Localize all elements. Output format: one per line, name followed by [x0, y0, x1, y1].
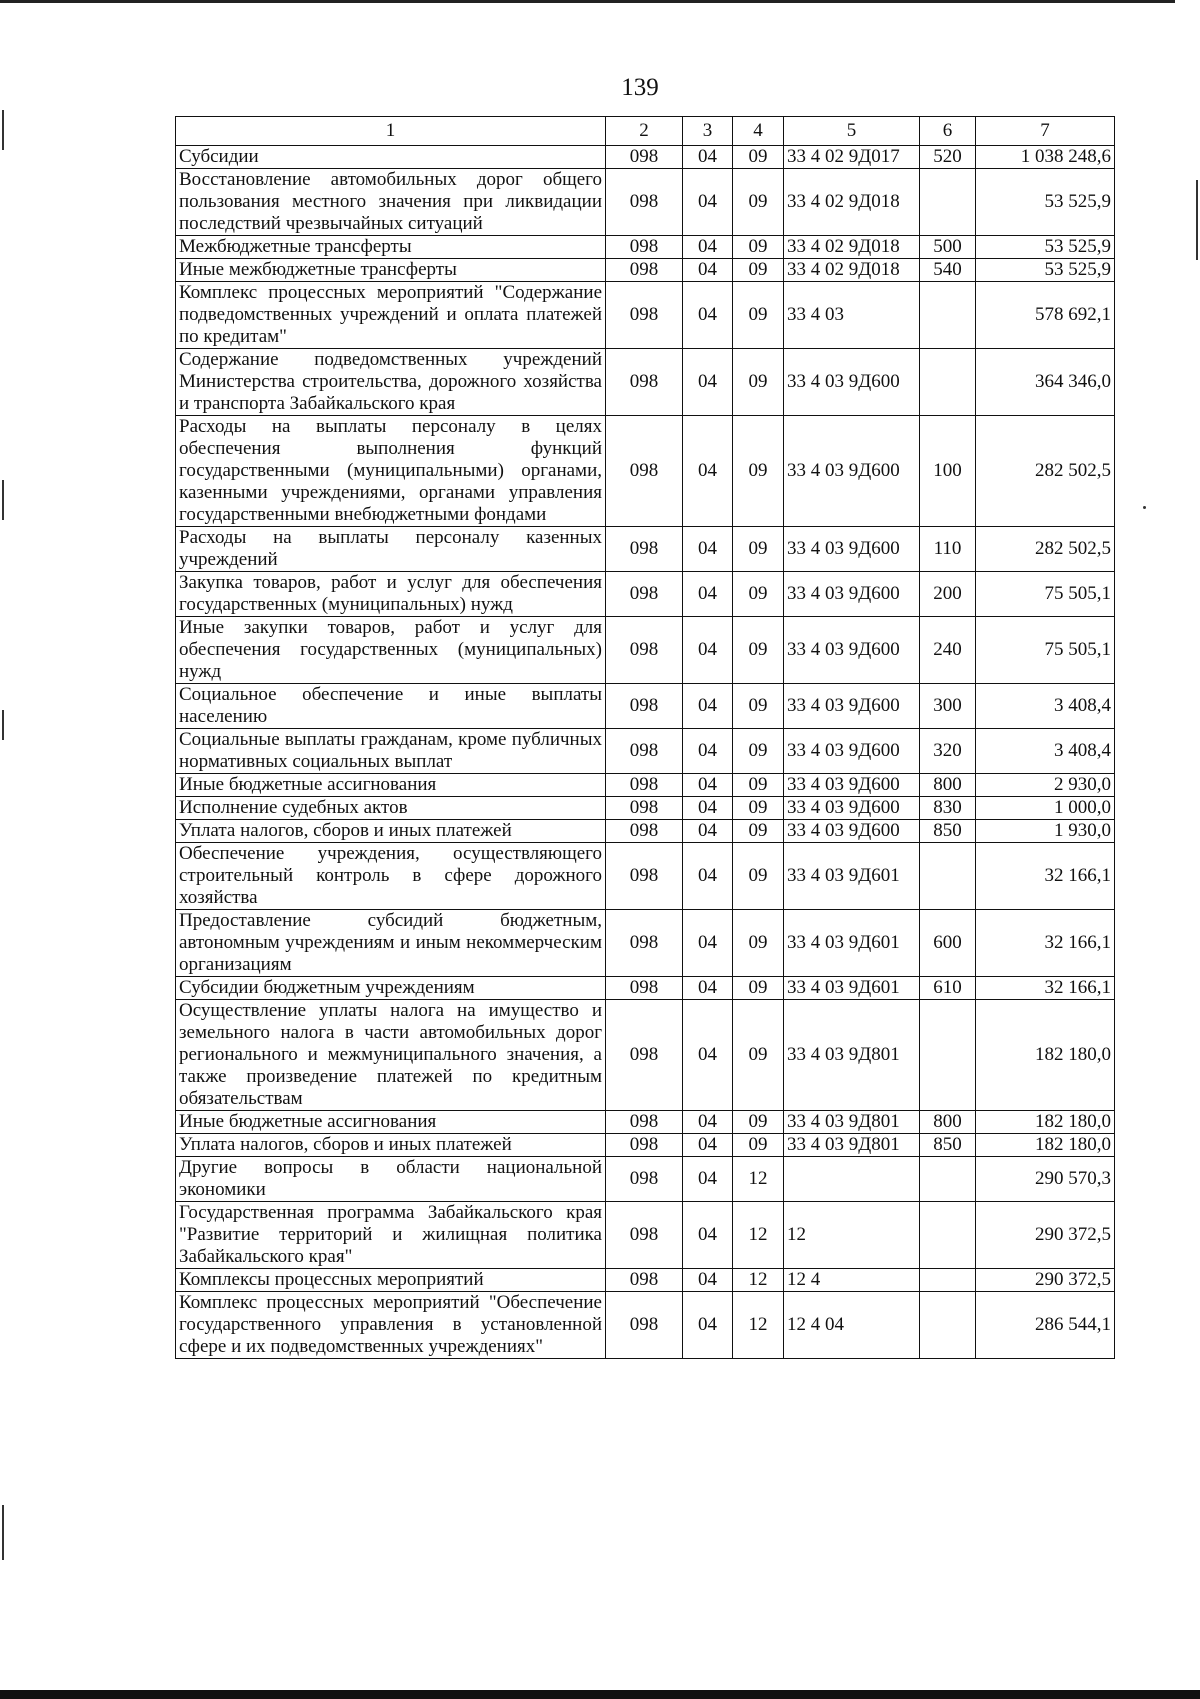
line-item-name: Комплексы процессных мероприятий — [176, 1269, 606, 1292]
budget-table-body — [176, 117, 1115, 1359]
target-article-code: 12 4 04 — [784, 1292, 920, 1359]
subsection-code: 12 — [733, 1202, 784, 1269]
expense-type-code — [920, 1269, 976, 1292]
line-item-name: Расходы на выплаты персоналу казенных учреждений — [176, 527, 606, 572]
line-item-name: Предоставление субсидий бюджетным, автономным учреждениям и иным некоммерческим организациям — [176, 910, 606, 977]
expense-type-code: 500 — [920, 236, 976, 259]
table-row — [176, 1269, 1115, 1292]
target-article-code: 33 4 03 9Д600 — [784, 820, 920, 843]
section-code: 04 — [683, 977, 733, 1000]
subsection-code: 09 — [733, 843, 784, 910]
line-item-name: Восстановление автомобильных дорог общего пользования местного значения при ликвидации последствий чрезвычайных ситуаций — [176, 169, 606, 236]
expense-type-code: 520 — [920, 146, 976, 169]
section-code: 04 — [683, 843, 733, 910]
target-article-code: 33 4 03 9Д601 — [784, 910, 920, 977]
amount: 282 502,5 — [976, 527, 1115, 572]
expense-type-code — [920, 843, 976, 910]
scan-bottom-rule — [0, 1690, 1200, 1699]
ministry-code: 098 — [606, 1202, 683, 1269]
ministry-code: 098 — [606, 1157, 683, 1202]
table-row — [176, 843, 1115, 910]
section-code: 04 — [683, 1000, 733, 1111]
ministry-code: 098 — [606, 729, 683, 774]
target-article-code: 33 4 02 9Д017 — [784, 146, 920, 169]
ministry-code: 098 — [606, 1134, 683, 1157]
amount: 1 038 248,6 — [976, 146, 1115, 169]
subsection-code: 09 — [733, 416, 784, 527]
section-code: 04 — [683, 797, 733, 820]
expense-type-code: 850 — [920, 1134, 976, 1157]
section-code: 04 — [683, 1202, 733, 1269]
section-code: 04 — [683, 1269, 733, 1292]
amount: 53 525,9 — [976, 236, 1115, 259]
section-code: 04 — [683, 236, 733, 259]
scan-speck — [1143, 506, 1146, 509]
target-article-code: 33 4 03 9Д601 — [784, 977, 920, 1000]
column-header: 4 — [733, 117, 784, 146]
table-row — [176, 416, 1115, 527]
line-item-name: Социальное обеспечение и иные выплаты населению — [176, 684, 606, 729]
line-item-name: Иные бюджетные ассигнования — [176, 774, 606, 797]
column-header: 1 — [176, 117, 606, 146]
section-code: 04 — [683, 1292, 733, 1359]
section-code: 04 — [683, 572, 733, 617]
amount: 3 408,4 — [976, 729, 1115, 774]
amount: 3 408,4 — [976, 684, 1115, 729]
expense-type-code — [920, 282, 976, 349]
expense-type-code: 100 — [920, 416, 976, 527]
target-article-code: 33 4 03 9Д600 — [784, 797, 920, 820]
ministry-code: 098 — [606, 797, 683, 820]
column-header: 5 — [784, 117, 920, 146]
expense-type-code — [920, 1202, 976, 1269]
table-row — [176, 1202, 1115, 1269]
subsection-code: 09 — [733, 1134, 784, 1157]
table-row — [176, 617, 1115, 684]
table-row — [176, 774, 1115, 797]
subsection-code: 09 — [733, 797, 784, 820]
subsection-code: 09 — [733, 169, 784, 236]
expense-type-code: 540 — [920, 259, 976, 282]
column-header: 3 — [683, 117, 733, 146]
target-article-code: 12 — [784, 1202, 920, 1269]
expense-type-code: 610 — [920, 977, 976, 1000]
table-header-row — [176, 117, 1115, 146]
line-item-name: Обеспечение учреждения, осуществляющего строительный контроль в сфере дорожного хозяйства — [176, 843, 606, 910]
subsection-code: 12 — [733, 1157, 784, 1202]
subsection-code: 09 — [733, 1111, 784, 1134]
target-article-code — [784, 1157, 920, 1202]
subsection-code: 09 — [733, 572, 784, 617]
expense-type-code: 320 — [920, 729, 976, 774]
expense-type-code: 800 — [920, 1111, 976, 1134]
line-item-name: Комплекс процессных мероприятий "Содержание подведомственных учреждений и оплата платежей по кредитам" — [176, 282, 606, 349]
expense-type-code: 110 — [920, 527, 976, 572]
ministry-code: 098 — [606, 617, 683, 684]
line-item-name: Закупка товаров, работ и услуг для обеспечения государственных (муниципальных) нужд — [176, 572, 606, 617]
section-code: 04 — [683, 349, 733, 416]
scan-margin-mark — [1196, 180, 1198, 260]
target-article-code: 33 4 03 9Д801 — [784, 1111, 920, 1134]
section-code: 04 — [683, 527, 733, 572]
subsection-code: 12 — [733, 1292, 784, 1359]
target-article-code: 33 4 02 9Д018 — [784, 169, 920, 236]
ministry-code: 098 — [606, 774, 683, 797]
target-article-code: 33 4 03 9Д600 — [784, 349, 920, 416]
amount: 32 166,1 — [976, 910, 1115, 977]
section-code: 04 — [683, 910, 733, 977]
section-code: 04 — [683, 282, 733, 349]
subsection-code: 09 — [733, 729, 784, 774]
line-item-name: Расходы на выплаты персоналу в целях обеспечения выполнения функций государственными (муниципальными) органами, казенными учреждениями, органами управления государственными внебюджетными фондами — [176, 416, 606, 527]
section-code: 04 — [683, 169, 733, 236]
table-row — [176, 282, 1115, 349]
subsection-code: 12 — [733, 1269, 784, 1292]
line-item-name: Уплата налогов, сборов и иных платежей — [176, 820, 606, 843]
section-code: 04 — [683, 146, 733, 169]
subsection-code: 09 — [733, 774, 784, 797]
subsection-code: 09 — [733, 1000, 784, 1111]
table-row — [176, 1000, 1115, 1111]
target-article-code: 33 4 03 9Д600 — [784, 617, 920, 684]
amount: 53 525,9 — [976, 259, 1115, 282]
table-row — [176, 259, 1115, 282]
target-article-code: 33 4 03 9Д600 — [784, 572, 920, 617]
amount: 53 525,9 — [976, 169, 1115, 236]
amount: 1 930,0 — [976, 820, 1115, 843]
target-article-code: 33 4 03 9Д600 — [784, 527, 920, 572]
section-code: 04 — [683, 729, 733, 774]
target-article-code: 33 4 03 — [784, 282, 920, 349]
ministry-code: 098 — [606, 1292, 683, 1359]
section-code: 04 — [683, 617, 733, 684]
amount: 182 180,0 — [976, 1111, 1115, 1134]
ministry-code: 098 — [606, 169, 683, 236]
target-article-code: 33 4 03 9Д600 — [784, 729, 920, 774]
target-article-code: 33 4 03 9Д801 — [784, 1134, 920, 1157]
expense-type-code: 240 — [920, 617, 976, 684]
line-item-name: Межбюджетные трансферты — [176, 236, 606, 259]
subsection-code: 09 — [733, 527, 784, 572]
ministry-code: 098 — [606, 572, 683, 617]
ministry-code: 098 — [606, 416, 683, 527]
expense-type-code — [920, 349, 976, 416]
subsection-code: 09 — [733, 259, 784, 282]
table-row — [176, 820, 1115, 843]
line-item-name: Государственная программа Забайкальского края "Развитие территорий и жилищная политика Забайкальского края" — [176, 1202, 606, 1269]
amount: 32 166,1 — [976, 977, 1115, 1000]
section-code: 04 — [683, 259, 733, 282]
amount: 182 180,0 — [976, 1134, 1115, 1157]
amount: 75 505,1 — [976, 617, 1115, 684]
scan-margin-mark — [2, 710, 4, 740]
ministry-code: 098 — [606, 977, 683, 1000]
amount: 286 544,1 — [976, 1292, 1115, 1359]
ministry-code: 098 — [606, 1000, 683, 1111]
target-article-code: 33 4 03 9Д801 — [784, 1000, 920, 1111]
target-article-code: 33 4 03 9Д600 — [784, 774, 920, 797]
line-item-name: Иные бюджетные ассигнования — [176, 1111, 606, 1134]
line-item-name: Осуществление уплаты налога на имущество и земельного налога в части автомобильных дорог регионального и межмуниципального значения, а также произведение платежей по кредитным обязательствам — [176, 1000, 606, 1111]
subsection-code: 09 — [733, 684, 784, 729]
amount: 32 166,1 — [976, 843, 1115, 910]
ministry-code: 098 — [606, 349, 683, 416]
subsection-code: 09 — [733, 236, 784, 259]
expense-type-code: 800 — [920, 774, 976, 797]
line-item-name: Уплата налогов, сборов и иных платежей — [176, 1134, 606, 1157]
ministry-code: 098 — [606, 282, 683, 349]
scan-margin-mark — [2, 110, 4, 150]
amount: 290 372,5 — [976, 1202, 1115, 1269]
ministry-code: 098 — [606, 910, 683, 977]
table-row — [176, 1111, 1115, 1134]
line-item-name: Иные межбюджетные трансферты — [176, 259, 606, 282]
table-row — [176, 910, 1115, 977]
ministry-code: 098 — [606, 259, 683, 282]
expense-type-code: 850 — [920, 820, 976, 843]
subsection-code: 09 — [733, 282, 784, 349]
ministry-code: 098 — [606, 820, 683, 843]
scan-top-rule — [0, 0, 1175, 3]
target-article-code: 33 4 02 9Д018 — [784, 236, 920, 259]
ministry-code: 098 — [606, 1111, 683, 1134]
ministry-code: 098 — [606, 843, 683, 910]
amount: 2 930,0 — [976, 774, 1115, 797]
table-row — [176, 236, 1115, 259]
expense-type-code: 830 — [920, 797, 976, 820]
section-code: 04 — [683, 774, 733, 797]
target-article-code: 33 4 02 9Д018 — [784, 259, 920, 282]
line-item-name: Социальные выплаты гражданам, кроме публичных нормативных социальных выплат — [176, 729, 606, 774]
ministry-code: 098 — [606, 527, 683, 572]
table-row — [176, 797, 1115, 820]
expense-type-code: 300 — [920, 684, 976, 729]
target-article-code: 33 4 03 9Д600 — [784, 684, 920, 729]
column-header: 6 — [920, 117, 976, 146]
column-header: 7 — [976, 117, 1115, 146]
scan-margin-mark — [2, 1505, 4, 1560]
section-code: 04 — [683, 1134, 733, 1157]
line-item-name: Субсидии — [176, 146, 606, 169]
scan-margin-mark — [2, 480, 4, 520]
amount: 290 372,5 — [976, 1269, 1115, 1292]
line-item-name: Исполнение судебных актов — [176, 797, 606, 820]
expense-type-code — [920, 1157, 976, 1202]
budget-table — [175, 116, 1115, 1359]
expense-type-code — [920, 1000, 976, 1111]
section-code: 04 — [683, 820, 733, 843]
table-row — [176, 527, 1115, 572]
target-article-code: 12 4 — [784, 1269, 920, 1292]
amount: 364 346,0 — [976, 349, 1115, 416]
target-article-code: 33 4 03 9Д600 — [784, 416, 920, 527]
table-row — [176, 169, 1115, 236]
ministry-code: 098 — [606, 684, 683, 729]
ministry-code: 098 — [606, 236, 683, 259]
subsection-code: 09 — [733, 617, 784, 684]
line-item-name: Субсидии бюджетным учреждениям — [176, 977, 606, 1000]
table-row — [176, 684, 1115, 729]
line-item-name: Иные закупки товаров, работ и услуг для обеспечения государственных (муниципальных) нужд — [176, 617, 606, 684]
table-row — [176, 349, 1115, 416]
ministry-code: 098 — [606, 146, 683, 169]
table-row — [176, 729, 1115, 774]
amount: 290 570,3 — [976, 1157, 1115, 1202]
subsection-code: 09 — [733, 977, 784, 1000]
amount: 578 692,1 — [976, 282, 1115, 349]
amount: 282 502,5 — [976, 416, 1115, 527]
table-row — [176, 1157, 1115, 1202]
table-row — [176, 977, 1115, 1000]
subsection-code: 09 — [733, 820, 784, 843]
table-row — [176, 1134, 1115, 1157]
amount: 182 180,0 — [976, 1000, 1115, 1111]
column-header: 2 — [606, 117, 683, 146]
table-row — [176, 572, 1115, 617]
section-code: 04 — [683, 1111, 733, 1134]
subsection-code: 09 — [733, 349, 784, 416]
table-row — [176, 146, 1115, 169]
line-item-name: Комплекс процессных мероприятий "Обеспечение государственного управления в установленной сфере и их подведомственных учреждениях" — [176, 1292, 606, 1359]
ministry-code: 098 — [606, 1269, 683, 1292]
expense-type-code: 600 — [920, 910, 976, 977]
section-code: 04 — [683, 684, 733, 729]
expense-type-code: 200 — [920, 572, 976, 617]
amount: 75 505,1 — [976, 572, 1115, 617]
amount: 1 000,0 — [976, 797, 1115, 820]
page-number: 139 — [621, 74, 659, 101]
section-code: 04 — [683, 1157, 733, 1202]
target-article-code: 33 4 03 9Д601 — [784, 843, 920, 910]
line-item-name: Другие вопросы в области национальной экономики — [176, 1157, 606, 1202]
line-item-name: Содержание подведомственных учреждений Министерства строительства, дорожного хозяйства и транспорта Забайкальского края — [176, 349, 606, 416]
expense-type-code — [920, 1292, 976, 1359]
section-code: 04 — [683, 416, 733, 527]
subsection-code: 09 — [733, 146, 784, 169]
table-row — [176, 1292, 1115, 1359]
expense-type-code — [920, 169, 976, 236]
subsection-code: 09 — [733, 910, 784, 977]
